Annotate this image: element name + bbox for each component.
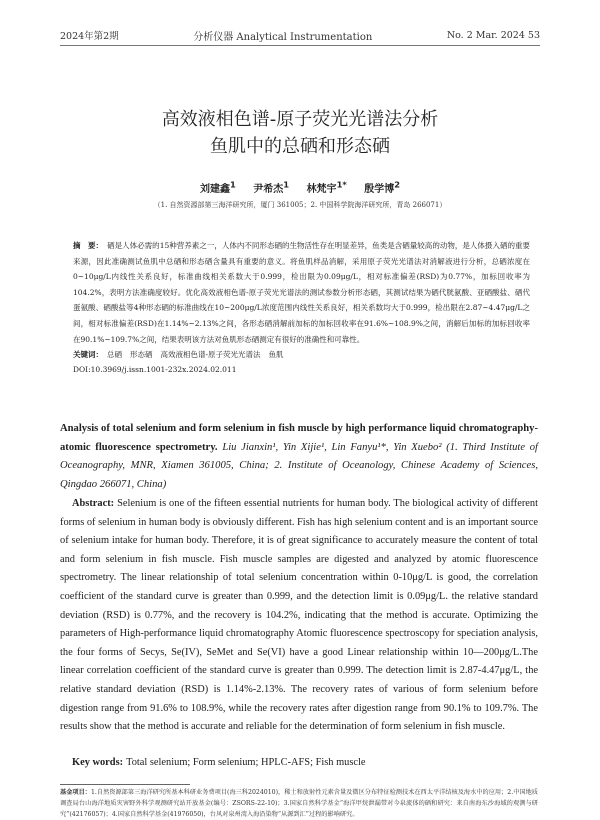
english-abstract-text: Selenium is one of the fifteen essential nutrients for human body. The biological activity of different forms of selenium in human body is obviously different. Fish has high selenium content and is an important source of selenium intake for human body. Therefore, it is of great significance to accurately measure the content of total and form selenium in fish muscle. Fish muscle samples are digested and analyzed by atomic fluorescence spectrometry. The linear relationship of total selenium concentration within 0-10μg/L is good, the correlation coefficient of the standard curve is greater than 0.999, and the detection limit is 0.09μg/L. the relative standard deviation (RSD) is 0.77%, and the recovery is 104.2%, indicating that the method is accurate. Optimizing the parameters of High-performance liquid chromatography Atomic fluorescence spectroscopy for speciation analysis, the four forms of Secys, Se(IV), SeMet and Se(VI) have a good Linear relationship within 10—200μg/L.The linear correlation coefficient of the standard curve is greater than 0.999. The detection limit is 2.87-4.47μg/L, the relative standard deviation (RSD) is 1.14%-2.13%. The recovery rates of various of form selenium before digestion range from 91.6% to 108.9%, while the recovery rates after digestion range from 90.1% to 109.7%. The results show that the method is accurate and reliable for the determination of form selenium in fish muscle. [60,498,538,733]
english-title-block [60,420,538,494]
paper-title-line-1: 高效液相色谱-原子荧光光谱法分析 [161,109,439,130]
keyword: 形态硒 [130,350,153,360]
author-name: 林梵宇 [306,184,337,196]
english-keywords [72,757,538,768]
funding-footnote [60,787,538,820]
english-abstract [60,495,538,737]
author-name: 刘建鑫 [200,184,230,196]
author-affiliation-mark: 2 [394,180,400,190]
author [200,180,236,196]
author-affiliation-mark: 1 [283,180,290,190]
footnote-text: 1.自然资源部第三海洋研究所基本科研业务费项目(海三科2024010)，稀土和放射性元素含量及微区分布特征检测技术在西太平洋结核及海水中的应用；2.中国地质调查局台山海洋地质灾害野外科学观测研究站开放基金(编号：ZSORS-22-10)；3.国家自然科学基金“海洋甲烷泄漏带对今泉流体的硒和研究：来自南海东沙海域的观测与研究”(42176057)；4.国家自然科学基金(41976050)，台风对泉州湾入海沿染物“从源到汇”过程的影响研究。 [60,789,538,818]
author [306,180,347,196]
doi: DOI:10.3969/j.issn.1001-232x.2024.02.011 [73,365,237,375]
header-journal-name: 分析仪器 Analytical Instrumentation [193,31,373,43]
chinese-keywords-label: 关键词： [73,350,103,360]
chinese-abstract-label: 摘 要： [73,241,104,250]
chinese-keywords [73,347,530,362]
chinese-abstract-block [73,238,530,377]
author-affiliation-mark: 1 [230,180,236,190]
keyword: 高效液相色谱-原子荧光光谱法 [160,350,261,360]
keyword: 总硒 [107,350,122,360]
english-keywords-text: Total selenium; Form selenium; HPLC-AFS; Fish muscle [126,757,366,768]
chinese-abstract [73,238,530,347]
author-affiliation-mark: 1* [336,180,347,190]
author [364,180,400,196]
paper-title-line-2: 鱼肌中的总硒和形态硒 [210,136,390,157]
footnote-divider [60,784,190,785]
author-name: 尹希杰 [253,184,284,196]
english-abstract-label: Abstract: [72,498,115,509]
header-issue: 2024年第2期 [60,31,119,42]
header-divider [60,45,540,46]
keyword: 鱼肌 [268,350,284,360]
english-keywords-label: Key words: [72,757,124,768]
author-list [60,180,540,195]
running-header [60,27,540,43]
english-title: Analysis of total selenium and form selenium in fish muscle by high performance liquid chromatography-atomic fluorescence spectrometry. [60,423,538,453]
footnote-label: 基金项目： [60,789,91,796]
chinese-abstract-text: 硒是人体必需的15种营养素之一，人体内不同形态硒的生物活性存在明显差异，鱼类是含硒量较高的动物，是人体摄入硒的重要来源，因此准确测试鱼肌中总硒和形态硒含量具有重要的意义。将鱼肌样品消解，采用原子荧光光谱法对消解液进行分析，总硒浓度在0~10μg/L内线性关系良好，标准曲线相关系数大于0.999，检出限为0.09μg/L，相对标准偏差(RSD)为0.77%，加标回收率为104.2%，表明方法准确度较好。优化高效液相色谱-原子荧光光谱法的测试参数分析形态硒，其测试结果为硒代胱氨酸、亚硒酸盐、硒代蛋氨酸、硒酸盐等4种形态硒的标准曲线在10~200μg/L浓度范围内线性关系良好，相关系数均大于0.999，检出限在2.87~4.47μg/L之间，相对标准偏差(RSD)在1.14%~2.13%之间，各形态硒消解前加标的加标回收率在91.6%~108.9%之间，消解后加标的加标回收率在90.1%~109.7%之间，结果表明该方法对鱼肌形态硒测定有很好的准确性和可靠性。 [73,241,531,344]
paper-title [60,106,540,160]
english-affiliation: (1. Third Institute of Oceanography, MNR, Xiamen 361005, China; 2. Institute of Oceanology, Chinese Academy of Sciences, Qingdao 266071, China) [60,441,538,490]
header-page-info: No. 2 Mar. 2024 53 [446,29,540,41]
author [253,180,290,196]
author-affiliations: （1. 自然资源部第三海洋研究所，厦门 361005；2. 中国科学院海洋研究所，青岛 266071） [153,201,447,209]
author-name: 殷学博 [364,184,395,196]
english-authors: Liu Jianxin¹, Yin Xijie¹, Lin Fanyu¹*, Yin Xuebo² [222,441,442,453]
